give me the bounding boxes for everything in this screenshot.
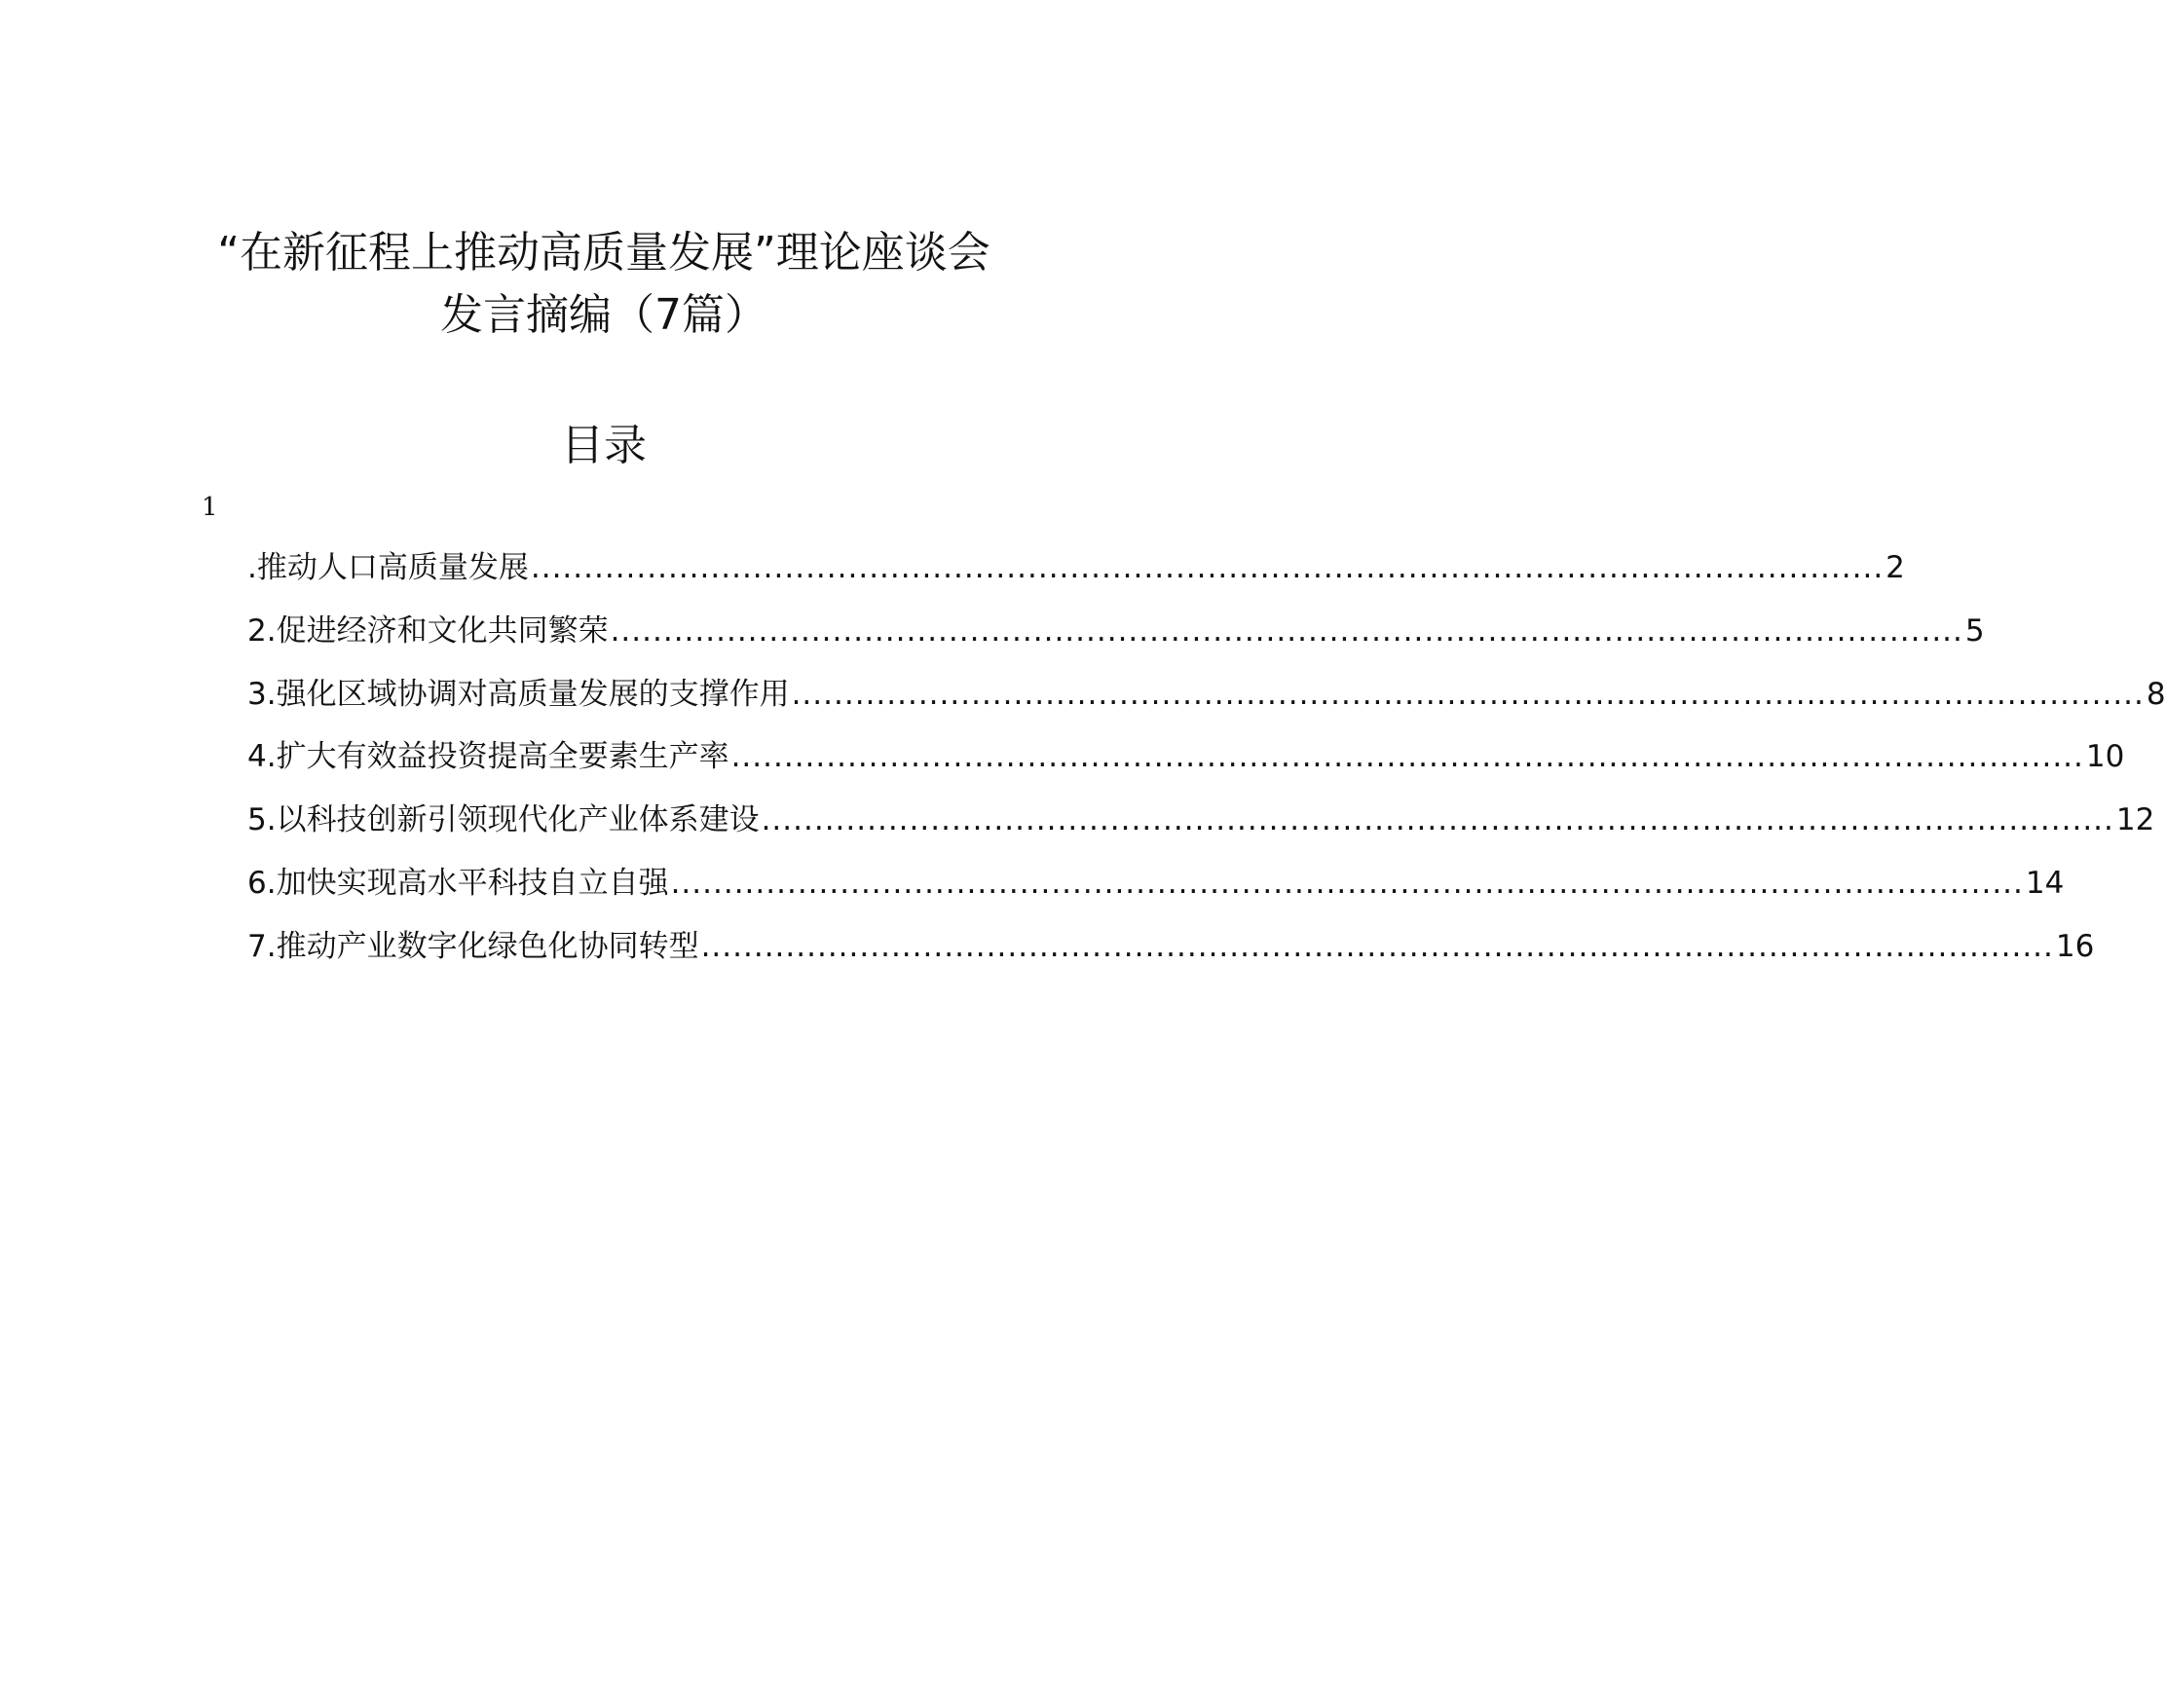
- toc-dot-leader: ................................................................................................................................: [791, 676, 2145, 712]
- toc-entry-title: 3.强化区域协调对高质量发展的支撑作用: [247, 676, 790, 712]
- toc-dot-leader: ................................................................................................................................: [530, 550, 1885, 585]
- table-of-contents: [247, 546, 2166, 988]
- toc-entry[interactable]: [247, 925, 2095, 988]
- toc-entry-title: 2.促进经济和文化共同繁荣: [247, 613, 609, 649]
- toc-dot-leader: ................................................................................................................................: [670, 865, 2024, 901]
- stray-number: 1: [202, 493, 218, 522]
- toc-dot-leader: ................................................................................................................................: [610, 613, 1963, 649]
- toc-heading: 目录: [561, 421, 647, 470]
- toc-entry[interactable]: [247, 673, 2166, 736]
- toc-page-number: 10: [2085, 739, 2125, 775]
- toc-page-number: 14: [2025, 865, 2065, 901]
- toc-page-number: 8: [2146, 676, 2166, 712]
- toc-entry[interactable]: [247, 862, 2065, 925]
- toc-entry-title: 6.加快实现高水平科技自立自强: [247, 865, 669, 901]
- toc-entry-title: 5.以科技创新引领现代化产业体系建设: [247, 802, 760, 838]
- toc-dot-leader: ................................................................................................................................: [730, 739, 2084, 775]
- toc-page-number: 2: [1886, 550, 1905, 585]
- title-line-1: “在新征程上推动高质量发展”理论座谈会: [217, 228, 990, 278]
- toc-entry-title: 4.扩大有效益投资提高全要素生产率: [247, 739, 729, 775]
- toc-entry[interactable]: [247, 546, 1905, 610]
- toc-page-number: 5: [1964, 613, 1985, 649]
- toc-page-number: 16: [2055, 928, 2095, 964]
- title-line-2: 发言摘编（7篇）: [440, 290, 767, 340]
- toc-entry[interactable]: [247, 735, 2125, 798]
- toc-dot-leader: ................................................................................................................................: [761, 802, 2114, 838]
- toc-entry-title: .推动人口高质量发展: [247, 550, 529, 585]
- toc-entry[interactable]: [247, 610, 1985, 673]
- document-title: [146, 222, 1062, 347]
- toc-page-number: 12: [2115, 802, 2155, 838]
- toc-entry-title: 7.推动产业数字化绿色化协同转型: [247, 928, 699, 964]
- toc-entry[interactable]: [247, 798, 2155, 862]
- toc-dot-leader: ................................................................................................................................: [700, 928, 2054, 964]
